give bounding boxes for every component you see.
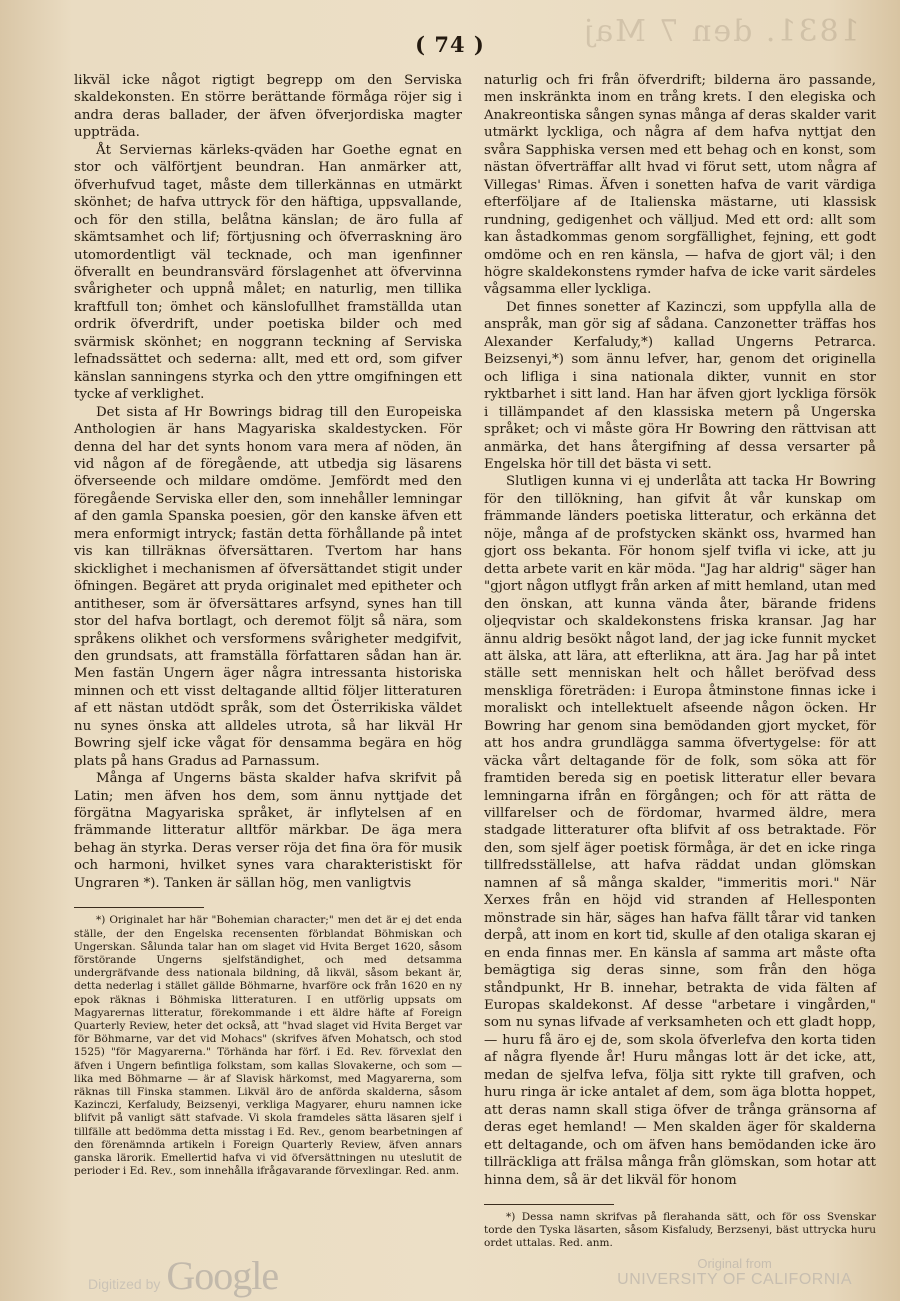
original-from-watermark	[617, 1256, 852, 1289]
google-logo: Google	[166, 1253, 279, 1298]
footnote: *) Originalet har här "Bohemian character;" men det är ej det enda ställe, der den Engelska recensenten förblandat Böhmiskan och Ungerskan. Sålunda talar han om slaget vid Hvita Berget 1620, såsom förstörande Ungerns sjelfständighet, och med detsamma undergräfvande dess nationala bildning, då likväl, såsom bekant är, detta nederlag i stället gällde Böhmarne, hvarföre ock från 1620 en ny epok räknas i Böhmiska litteraturen. I en utförlig uppsats om Magyarernas litteratur, förekommande i ett äldre häfte af Foreign Quarterly Review, heter det också, att "hvad slaget vid Hvita Berget var för Böhmarne, var det vid Mohacs" (skrifves äfven Mohatsch, och stod 1525) "för Magyarerna." Törhända har förf. i Ed. Rev. förvexlat den äfven i Ungern befintliga folkstam, som kallas Slovakerne, och som — lika med Böhmarne — är af Slavisk härkomst, med Magyarerna, som räknas till Finska stammen. Likväl äro de anförda skalderna, såsom Kazinczi, Kerfaludy, Beizsenyi, verkliga Magyarer, ehuru namnen icke blifvit på vanligt sätt stafvade. Vi skola framdeles sätta läsaren sjelf i tillfälle att bedömma detta misstag i Ed. Rev., genom bearbetningen af den förenämnda artikeln i Foreign Quarterly Review, äfven annars ganska lärorik. Emellertid hafva vi vid öfversättningen nu uteslutit de perioder i Ed. Rev., som innehålla ifrågavarande förvexlingar. Red. anm.	[74, 914, 462, 1178]
page-number: ( 74 )	[415, 32, 485, 57]
body-paragraph: naturlig och fri från öfverdrift; bilderna äro passande, men inskränkta inom en trång krets. I den elegiska och Anakreontiska sången synas många af deras skalder varit utmärkt lyckliga, och några af dem hafva nyttjat den svåra Sapphiska versen med ett behag och en konst, som nästan öfverträffar allt hvad vi förut sett, utom några af Villegas' Rimas. Äfven i sonetten hafva de varit värdiga efterföljare af de Italienska mästarne, uti klassisk rundning, gedigenhet och välljud. Med ett ord: allt som kan åstadkommas genom sorgfällighet, fejning, ett godt omdöme och en ren känsla, — hafva de gjort väl; i den högre skaldekonstens rymder hafva de icke varit särdeles vågsamma eller lyckliga.	[484, 73, 876, 298]
body-paragraph: Det sista af Hr Bowrings bidrag till den Europeiska Anthologien är hans Magyariska skaldestycken. För denna del har det synts honom vara mera af nöden, än vid någon af de föregående, att utbedja sig läsarens öfverseende och mildare omdöme. Jemfördt med den föregående Serviska eller den, som innehåller lemningar af den gamla Spanska poesien, gör den kanske äfven ett mera enformigt intryck; fastän detta förhållande på intet vis kan tillräknas öfversättaren. Tvertom har hans skicklighet i mechanismen af öfversättandet stigit under öfningen. Begäret att pryda originalet med epitheter och antitheser, som är öfversättares arfsynd, synes han till stor del hafva bortlagt, och deremot följt så nära, som språkens olikhet och versformens svårigheter medgifvit, den grundsats, att framställa författaren sådan han är. Men fastän Ungern äger några intressanta historiska minnen och ett visst deltagande alltid följer litteraturen af ett nästan utdödt språk, som det Österrikiska väldet nu synes önska att alldeles utrota, så har likväl Hr Bowring sjelf icke vågat för densamma begära en hög plats på hans Gradus ad Parnassum.	[74, 404, 462, 769]
body-paragraph: likväl icke något rigtigt begrepp om den Serviska skaldekonsten. En större berättande förmåga röjer sig i andra deras ballader, der äfven öfverjordiska magter uppträda.	[74, 73, 462, 141]
left-column	[74, 72, 462, 1178]
footnote: *) Dessa namn skrifvas på flerahanda sätt, och för oss Svenskar torde den Tyska läsarten, såsom Kisfaludy, Berzsenyi, bäst uttrycka huru ordet uttalas. Red. anm.	[484, 1211, 876, 1250]
digitized-by-watermark	[88, 1252, 278, 1299]
right-column	[484, 72, 876, 1251]
original-from-label: Original from	[697, 1256, 772, 1271]
bleed-through-text: 1831. den 7 Maj	[582, 14, 860, 49]
body-paragraph: Åt Serviernas kärleks-qväden har Goethe egnat en stor och välförtjent beundran. Han anmärker att, öfverhufvud taget, måste dem tillerkännas en utmärkt skönhet; de hafva uttryck för den häftiga, uppsvallande, och för den stilla, belåtna känslan; de äro fulla af skämtsamhet och lif; förtjusning och öfverraskning äro utomordentligt väl tecknade, och man igenfinner öfverallt en beundransvärd förslagenhet att öfvervinna svårigheter och uppnå målet; en naturlig, men tillika kraftfull ton; ömhet och känslofullhet framställda utan ordrik öfverdrift, under poetiska bilder och med svärmisk skönhet; en noggrann teckning af Serviska lefnadssättet och sederna: allt, med ett ord, som gifver känslan sanningens styrka och den yttre omgifningen ett tycke af verklighet.	[74, 142, 462, 403]
footnote-rule	[74, 907, 204, 908]
footnote-rule	[484, 1204, 614, 1205]
institution-label: UNIVERSITY OF CALIFORNIA	[617, 1271, 852, 1288]
digitized-by-label: Digitized by	[88, 1276, 161, 1292]
body-paragraph: Slutligen kunna vi ej underlåta att tacka Hr Bowring för den tillökning, han gifvit åt vår kunskap om främmande länders poetiska litteratur, och erkänna det nöje, många af de profstycken skänkt oss, hvarmed han gjort oss bekanta. För honom sjelf tvifla vi icke, att ju detta arbete varit en kär möda. "Jag har aldrig" säger han "gjort någon utflygt från arken af mitt hemland, utan med den önskan, att kunna vända åter, bärande fridens oljeqvistar och skaldekonstens friska kransar. Jag har ännu aldrig besökt något land, der jag icke funnit mycket att älska, att lära, att efterlikna, att ära. Jag har på intet ställe sett menniskan helt och hållet beröfvad dess menskliga företräden: i Europa åtminstone finnas icke i moraliskt och intellektuelt afseende någon öcken. Hr Bowring har genom sina bemödanden gjort mycket, för att hos andra grundlägga samma öfvertygelse: för att väcka vårt deltagande för de folk, som söka att för framtiden bereda sig en poetisk litteratur eller bevara lemningarna ifrån en förgången; och för att rätta de villfarelser och de fördomar, hvarmed äldre, mera stadgade litteraturer ofta blifvit af oss betraktade. För den, som sjelf äger poetisk förmåga, är det en icke ringa tillfredsställelse, att hafva räddat undan glömskan namnen af så många skalder, "immeritis mori." När Xerxes från en höjd vid stranden af Hellesponten mönstrade sin här, säges han hafva fällt tårar vid tanken derpå, att inom en kort tid, skulle af den otaliga skaran ej en enda finnas mer. En känsla af samma art måste ofta bemägtiga sig deras sinne, som från den höga ståndpunkt, Hr B. innehar, betrakta de vida fälten af Europas skaldekonst. Af desse "arbetare i vingården," som nu synas lifvade af verksamheten och ett gladt hopp, — huru få äro ej de, som skola öfverlefva den korta tiden af några flyende år! Huru mångas lott är det icke, att, medan de sjelfva lefva, följa sitt rykte till grafven, och huru ringa är icke antalet af dem, som äga blotta hoppet, att deras namn skall stiga öfver de trånga gränsorna af deras eget hemland! — Men skalden äger för skalderna ett deltagande, och om äfven hans bemödanden icke äro tillräckliga att frälsa många från glömskan, som hotar att hinna dem, så är det likväl för honom	[484, 474, 876, 1188]
body-paragraph: Det finnes sonetter af Kazinczi, som uppfylla alla de anspråk, man gör sig af sådana. Canzonetter träffas hos Alexander Kerfaludy,*) kallad Ungerns Petrarca. Beizsenyi,*) som ännu lefver, har, genom det originella och lifliga i sina nationala dikter, vunnit en stor ryktbarhet i sitt land. Han har äfven gjort lyckliga försök i tillämpandet af den klassiska metern på Ungerska språket; och vi måste göra Hr Bowring den rättvisan att anmärka, det hans återgifning af dessa versarter på Engelska hör till det bästa vi sett.	[484, 299, 876, 472]
body-paragraph: Många af Ungerns bästa skalder hafva skrifvit på Latin; men äfven hos dem, som ännu nyttjade det förgätna Magyariska språket, är inflytelsen af en främmande litteratur alltför märkbar. De äga mera behag än styrka. Deras verser röja det fina öra för musik och harmoni, hvilket synes vara charakteristiskt för Ungraren *). Tanken är sällan hög, men vanligtvis	[74, 771, 462, 891]
